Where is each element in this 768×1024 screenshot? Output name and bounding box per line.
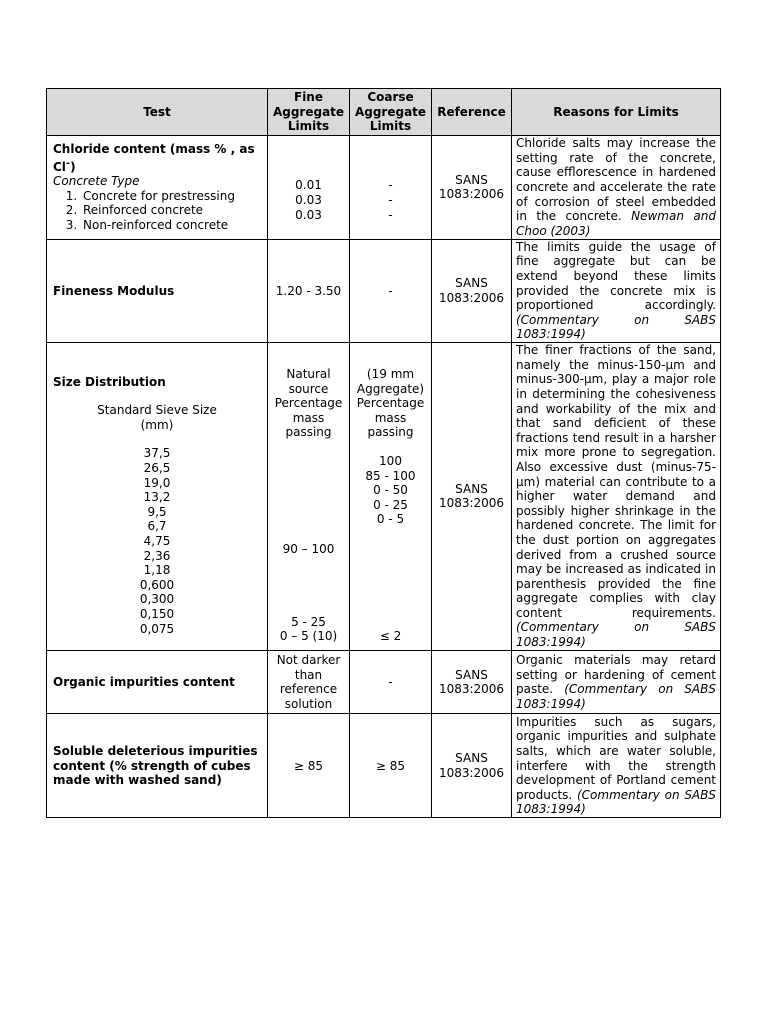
size-coarse-cell — [350, 342, 432, 650]
chloride-coarse-cell — [350, 135, 432, 239]
chloride-fine-value: 0.03 — [295, 207, 322, 222]
size-fine-heading: Natural source Percentage mass passing — [274, 367, 343, 440]
coarse-passing-value: ≤ 2 — [379, 629, 402, 644]
row-organic — [47, 650, 721, 713]
fineness-reference: SANS 1083:2006 — [432, 239, 512, 342]
organic-coarse: - — [350, 650, 432, 713]
header-coarse-limits: Coarse Aggregate Limits — [350, 89, 432, 136]
sieve-size-value: 2,36 — [143, 548, 171, 563]
soluble-reference: SANS 1083:2006 — [432, 714, 512, 818]
fine-passing-value — [270, 454, 347, 469]
sieve-size-value: 0,600 — [139, 577, 175, 592]
chloride-title: Chloride content (mass % , as Cl-) — [53, 142, 255, 174]
chloride-fine-value: 0.03 — [295, 192, 322, 207]
aggregate-limits-table — [46, 88, 721, 818]
header-reference: Reference — [432, 89, 512, 136]
fine-passing-value — [270, 512, 347, 527]
chloride-fine-cell — [268, 135, 350, 239]
coarse-passing-value: 0 - 50 — [373, 483, 408, 498]
fine-passing-value — [270, 469, 347, 484]
soluble-title: Soluble deleterious impurities content (% strength of cubes made with washed sand) — [47, 714, 268, 818]
concrete-type-subhead: Concrete Type — [53, 174, 140, 189]
size-coarse-list — [352, 454, 429, 644]
coarse-passing-value — [352, 615, 429, 630]
sieve-size-value: 13,2 — [143, 490, 171, 505]
fine-passing-value: 0 – 5 (10) — [279, 629, 338, 644]
coarse-passing-value: 0 - 25 — [373, 497, 408, 512]
chloride-coarse-value: - — [388, 192, 393, 207]
soluble-fine: ≥ 85 — [268, 714, 350, 818]
fine-passing-value — [270, 483, 347, 498]
fine-passing-value: 90 – 100 — [282, 541, 335, 556]
fine-passing-value — [270, 600, 347, 615]
fine-passing-value — [270, 556, 347, 571]
organic-fine: Not darker than reference solution — [268, 650, 350, 713]
organic-title: Organic impurities content — [47, 650, 268, 713]
size-reference: SANS 1083:2006 — [432, 342, 512, 650]
row-soluble — [47, 714, 721, 818]
sieve-size-value: 0,150 — [139, 607, 175, 621]
coarse-passing-value — [352, 585, 429, 600]
size-fine-cell — [268, 342, 350, 650]
fineness-reason: The limits guide the usage of fine aggregate but can be extend beyond these limits provided the concrete mix is proportioned accordingly. (Commentary on SABS 1083:1994) — [512, 239, 721, 342]
chloride-coarse-value: - — [388, 178, 393, 193]
chloride-reference: SANS 1083:2006 — [432, 135, 512, 239]
soluble-coarse: ≥ 85 — [350, 714, 432, 818]
fine-passing-value — [270, 585, 347, 600]
soluble-reason: Impurities such as sugars, organic impurities and sulphate salts, which are water soluble, interfere with the strength development of Portland cement products. (Commentary on SABS 1083:1994) — [512, 714, 721, 818]
fineness-fine: 1.20 - 3.50 — [268, 239, 350, 342]
chloride-coarse-value: - — [388, 207, 393, 222]
coarse-passing-value: 0 - 5 — [376, 512, 405, 527]
size-reason: The finer fractions of the sand, namely the minus-150-µm and minus-300-µm, play a major role in determining the cohesiveness and workability of the mix and that sand deficient of these fractions tend result in a harsher mix more prone to segregation. Also excessive dust (minus-75-µm) material can contribute to a higher water demand and possibly higher shrinkage in the hardened concrete. The limit for the dust portion on aggregates derived from a crushed source may be increased as indicated in parenthesis provided the fine aggregate complies with clay content requirements. (Commentary on SABS 1083:1994) — [512, 342, 721, 650]
size-test-cell — [47, 342, 268, 650]
fineness-title: Fineness Modulus — [47, 239, 268, 342]
coarse-passing-value — [352, 527, 429, 542]
row-chloride — [47, 135, 721, 239]
chloride-reason: Chloride salts may increase the setting rate of the concrete, cause efflorescence in hardened concrete and accelerate the rate of corrosion of steel embedded in the concrete. Newman and Choo (2003) — [512, 135, 721, 239]
sieve-size-value: 1,18 — [143, 563, 171, 578]
sieve-size-value: 6,7 — [147, 519, 167, 534]
row-size-distribution — [47, 342, 721, 650]
header-reasons: Reasons for Limits — [512, 89, 721, 136]
sieve-size-value: 4,75 — [143, 534, 171, 549]
coarse-passing-value — [352, 600, 429, 615]
coarse-passing-value — [352, 556, 429, 571]
row-fineness — [47, 239, 721, 342]
size-fine-list — [270, 454, 347, 644]
coarse-passing-value: 100 — [379, 454, 402, 469]
concrete-type-list — [53, 189, 261, 233]
fine-passing-value — [270, 571, 347, 586]
header-fine-limits: Fine Aggregate Limits — [268, 89, 350, 136]
fine-passing-value — [270, 527, 347, 542]
list-item: 1. Concrete for prestressing — [81, 189, 261, 204]
size-coarse-heading: (19 mm Aggregate) Percentage mass passing — [356, 367, 425, 440]
sieve-size-value: 19,0 — [143, 475, 171, 490]
fine-passing-value — [270, 498, 347, 513]
sieve-size-list — [53, 446, 261, 636]
size-title: Size Distribution — [53, 374, 166, 389]
sieve-size-value: 37,5 — [143, 446, 171, 461]
list-item: 3. Non-reinforced concrete — [81, 218, 261, 233]
sieve-size-value: 0,300 — [139, 592, 175, 607]
header-test: Test — [47, 89, 268, 136]
coarse-passing-value — [352, 571, 429, 586]
chloride-test-cell — [47, 135, 268, 239]
fine-passing-value: 5 - 25 — [291, 614, 326, 629]
coarse-passing-value — [352, 542, 429, 557]
header-row — [47, 89, 721, 136]
sieve-size-value: 0,075 — [139, 621, 175, 636]
organic-reference: SANS 1083:2006 — [432, 650, 512, 713]
list-item: 2. Reinforced concrete — [81, 203, 261, 218]
sieve-size-heading: Standard Sieve Size (mm) — [97, 403, 217, 432]
sieve-size-value: 9,5 — [147, 504, 167, 519]
coarse-passing-value: 85 - 100 — [365, 468, 416, 483]
sieve-size-value: 26,5 — [143, 461, 171, 476]
fineness-coarse: - — [350, 239, 432, 342]
chloride-fine-value: 0.01 — [295, 178, 322, 193]
organic-reason: Organic materials may retard setting or hardening of cement paste. (Commentary on SABS 1083:1994) — [512, 650, 721, 713]
